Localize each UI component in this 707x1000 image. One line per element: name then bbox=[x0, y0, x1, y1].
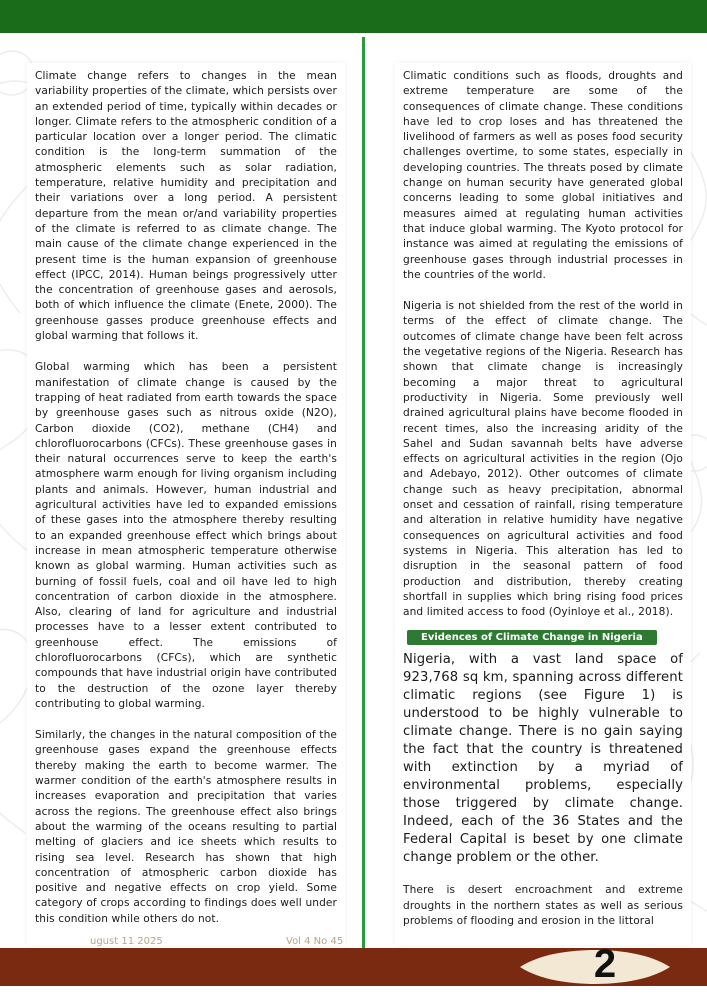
paragraph-nigeria-not-shielded: Nigeria is not shielded from the rest of the world in terms of the effect of climate change. The outcomes of climate change have been felt across the vegetative regions of the Nigeria. Research has shown that climate change is increasingly becoming a major threat to agricultural productivity in Nigeria. Some previously well drained agricultural plains have become flooded in recent times, also the increasing aridity of the Sahel and Sudan savannah belts have adverse effects on agricultural activities in the region (Ojo and Adebayo, 2012). Other outcomes of climate change such as heavy precipitation, abnormal onset and cessation of rainfall, rising temperature and alteration in relative humidity have negative consequences on agricultural activities and food systems in Nigeria. This alteration has led to disruption in the seasonal pattern of food production and distribution, thereby creating shortfall in supplies which bring rising food prices and limited access to food (Oyinloye et al., 2018). bbox=[403, 300, 683, 619]
paragraph-desert-encroachment: There is desert encroachment and extreme droughts in the northern states as well as serious problems of flooding and erosion in the littoral bbox=[403, 884, 683, 927]
left-column bbox=[27, 63, 345, 945]
paragraph-greenhouse-composition: Similarly, the changes in the natural composition of the greenhouse gases expand the greenhouse effects thereby making the earth to become warmer. The warmer condition of the earth's atmosphere results in increases evaporation and precipitation that varies across the regions. The greenhouse effect also brings about the warming of the oceans resulting to partial melting of glaciers and ice sheets which results to rising sea level. Research has shown that high concentration of atmospheric carbon dioxide has positive and negative effects on crop yield. Some category of crops according to findings does well under this condition while others do not. bbox=[35, 729, 337, 925]
paragraph-climatic-conditions: Climatic conditions such as floods, droughts and extreme temperature are some of the consequences of climate change. These conditions have led to crop loses and has threatened the livelihood of farmers as well as poses food security challenges overtime, to some states, especially in developing countries. The threats posed by climate change on human security have generated global concerns leading to some global initiatives and measures aimed at regulating human activities that induce global warming. The Kyoto protocol for instance was aimed at regulating the emissions of greenhouse gases through industrial processes in the countries of the world. bbox=[403, 70, 683, 281]
paragraph-nigeria-land-space: Nigeria, with a vast land space of 923,768 sq km, spanning across different climatic regions (see Figure 1) is understood to be highly vulnerable to climate change. There is no gain saying the fact that the country is threatened with extinction by a myriad of environmental problems, especially those triggered by climate change. Indeed, each of the 36 States and the Federal Capital is beset by one climate change problem or the other. bbox=[403, 652, 683, 866]
paragraph-climate-change-definition: Climate change refers to changes in the mean variability properties of the climate, which persists over an extended period of time, typically within decades or longer. Climate refers to the atmospheric condition of a particular location over a longer period. The climatic condition is the long-term summation of the atmospheric elements such as solar radiation, temperature, relative humidity and precipitation and their variations over a long period. A persistent departure from the mean or/and variability properties of the climate is referred to as climate change. The main cause of the climate change experienced in the present time is the human expansion of greenhouse effect (IPCC, 2014). Human beings progressively utter the concentration of greenhouse gases and aerosols, both of which influence the climate (Enete, 2000). The greenhouse gasses produce greenhouse effects and global warming that follows it. bbox=[35, 70, 337, 343]
bottom-margin bbox=[0, 986, 707, 1000]
page-number: 2 bbox=[593, 942, 617, 986]
column-divider bbox=[362, 37, 365, 957]
section-heading-evidences: Evidences of Climate Change in Nigeria bbox=[407, 630, 657, 645]
paragraph-global-warming: Global warming which has been a persistent manifestation of climate change is caused by the trapping of heat radiated from earth towards the space by greenhouse gases such as nitrous oxide (N2O), Carbon dioxide (CO2), methane (CH4) and chlorofluorocarbons (CFCs). These greenhouse gases in their natural occurrences serve to keep the earth's atmosphere warm enough for living organism including plants and animals. However, human industrial and agricultural activities have led to expanded emissions of these gases into the atmosphere thereby resulting to an expanded greenhouse effect which brings about increase in mean atmospheric temperature otherwise known as global warming. Human activities such as burning of fossil fuels, coal and oil have led to high concentration of carbon dioxide in the atmosphere. Also, clearing of land for agriculture and industrial processes have to a lesser extent contributed to greenhouse effect. The emissions of chlorofluorocarbons (CFCs), which are synthetic compounds that have industrial origin have contributed to the destruction of the ozone layer thereby contributing to global warming. bbox=[35, 361, 337, 710]
footer-date: ugust 11 2025 bbox=[90, 936, 163, 947]
right-column bbox=[395, 63, 691, 945]
footer-volume: Vol 4 No 45 bbox=[286, 936, 344, 947]
header-bar bbox=[0, 0, 707, 33]
